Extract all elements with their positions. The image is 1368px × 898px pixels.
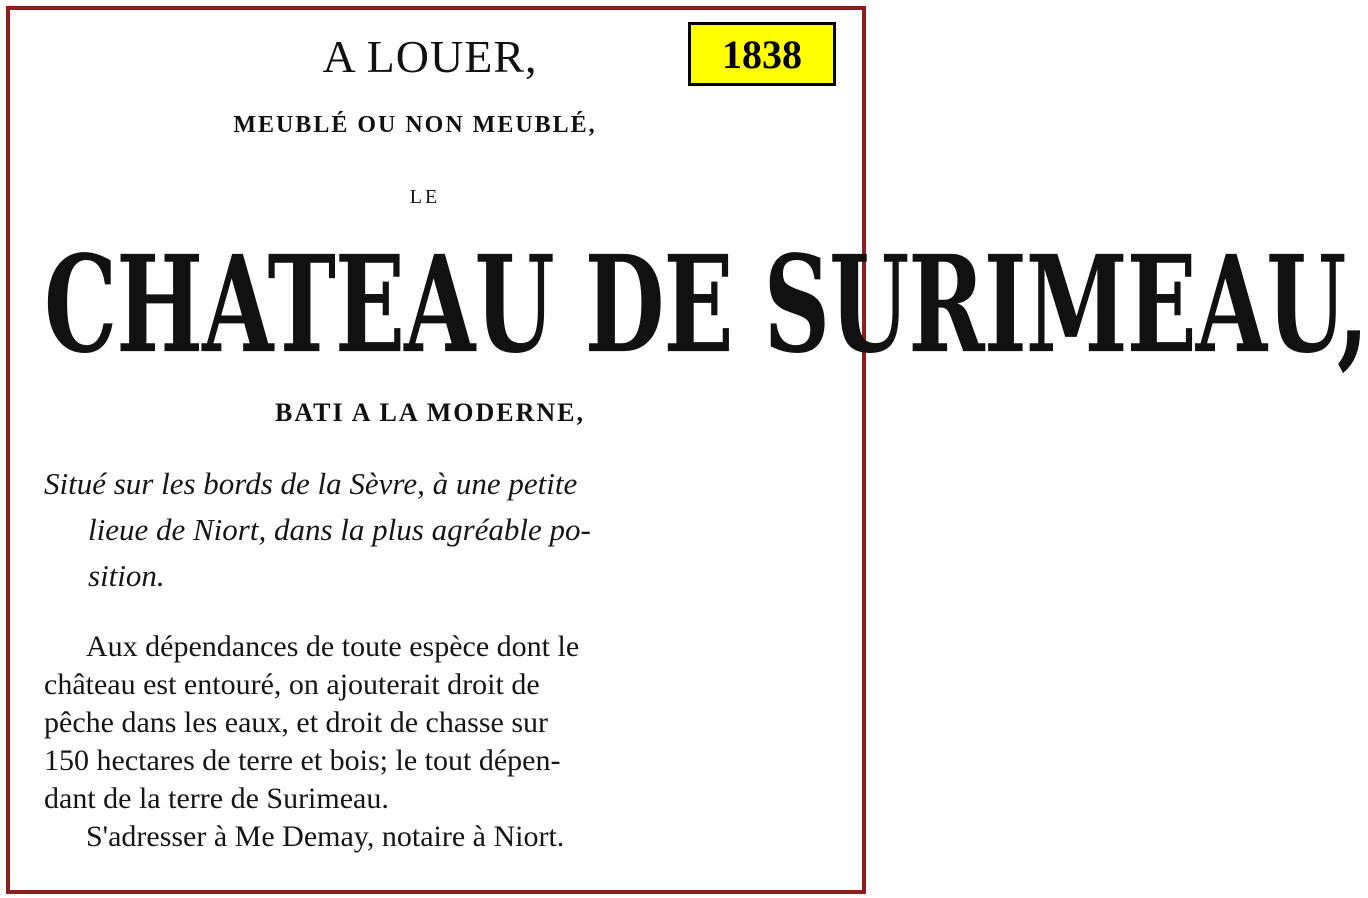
contact-line: S'adresser à Me Demay, notaire à Niort. [86,820,565,853]
situation-line: Situé sur les bords de la Sèvre, à une petite [44,466,578,501]
situation-line: lieue de Niort, dans la plus agréable po- [88,512,591,547]
heading-meuble: MEUBLÉ OU NON MEUBLÉ, [233,112,597,138]
heading-a-louer: A LOUER, [322,31,538,82]
year-badge: 1838 [688,22,836,86]
details-line: dant de la terre de Surimeau. [44,782,389,815]
details-line: pêche dans les eaux, et droit de chasse sur [44,706,548,739]
situation-line: sition. [88,558,165,593]
details-line: 150 hectares de terre et bois; le tout dépen- [44,744,561,777]
chateau-title: CHATEAU DE SURIMEAU, [44,226,1368,383]
bati-subtitle: BATI A LA MODERNE, [274,398,585,427]
details-line: Aux dépendances de toute espèce dont le [86,630,580,663]
details-line: château est entouré, on ajouterait droit de [44,668,540,701]
heading-le: LE [409,186,441,208]
